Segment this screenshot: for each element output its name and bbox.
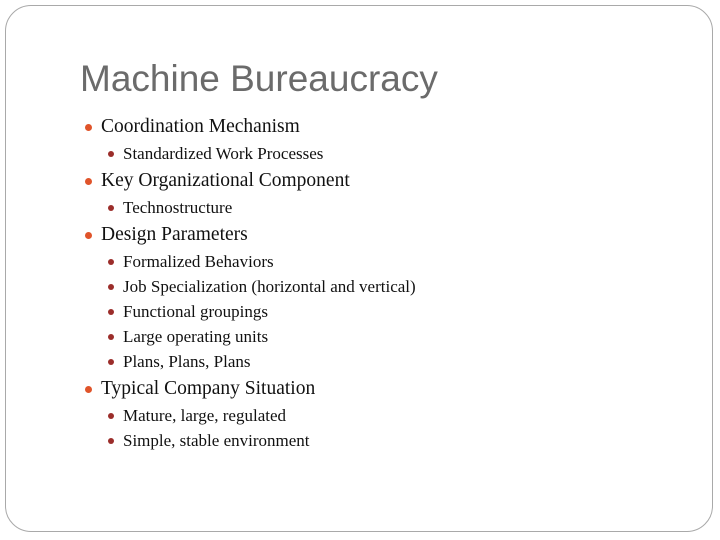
bullet-text: Coordination Mechanism <box>101 116 300 137</box>
sub-bullet-item <box>123 431 310 451</box>
bullet-text: Plans, Plans, Plans <box>123 352 251 371</box>
bullet-icon <box>108 413 114 419</box>
bullet-text: Functional groupings <box>123 302 268 321</box>
bullet-icon <box>108 334 114 340</box>
bullet-text: Simple, stable environment <box>123 431 310 450</box>
sub-bullet-item <box>123 302 268 322</box>
slide-title: Machine Bureaucracy <box>80 58 438 99</box>
bullet-icon <box>108 438 114 444</box>
bullet-icon <box>85 386 92 393</box>
bullet-text: Key Organizational Component <box>101 170 350 191</box>
bullet-icon <box>85 178 92 185</box>
bullet-item <box>101 378 315 400</box>
sub-bullet-item <box>123 277 416 297</box>
sub-bullet-item <box>123 406 286 426</box>
bullet-text: Design Parameters <box>101 224 248 245</box>
bullet-text: Formalized Behaviors <box>123 252 274 271</box>
bullet-text: Mature, large, regulated <box>123 406 287 425</box>
bullet-text: Job Specialization (horizontal and vertical) <box>123 277 416 296</box>
bullet-item <box>101 224 248 246</box>
bullet-text: Large operating units <box>123 327 269 346</box>
bullet-icon <box>108 309 114 315</box>
bullet-icon <box>108 151 114 157</box>
sub-bullet-item <box>123 198 232 218</box>
bullet-icon <box>108 205 114 211</box>
sub-bullet-item <box>123 252 274 272</box>
sub-bullet-item <box>123 327 268 347</box>
bullet-icon <box>108 284 114 290</box>
bullet-icon <box>108 259 114 265</box>
bullet-icon <box>85 232 92 239</box>
sub-bullet-item <box>123 144 323 164</box>
bullet-text: Typical Company Situation <box>101 378 316 399</box>
bullet-item <box>101 116 300 138</box>
bullet-item <box>101 170 350 192</box>
bullet-text: Technostructure <box>123 198 233 217</box>
sub-bullet-item <box>123 352 251 372</box>
bullet-text: Standardized Work Processes <box>123 144 324 163</box>
bullet-icon <box>108 359 114 365</box>
bullet-icon <box>85 124 92 131</box>
